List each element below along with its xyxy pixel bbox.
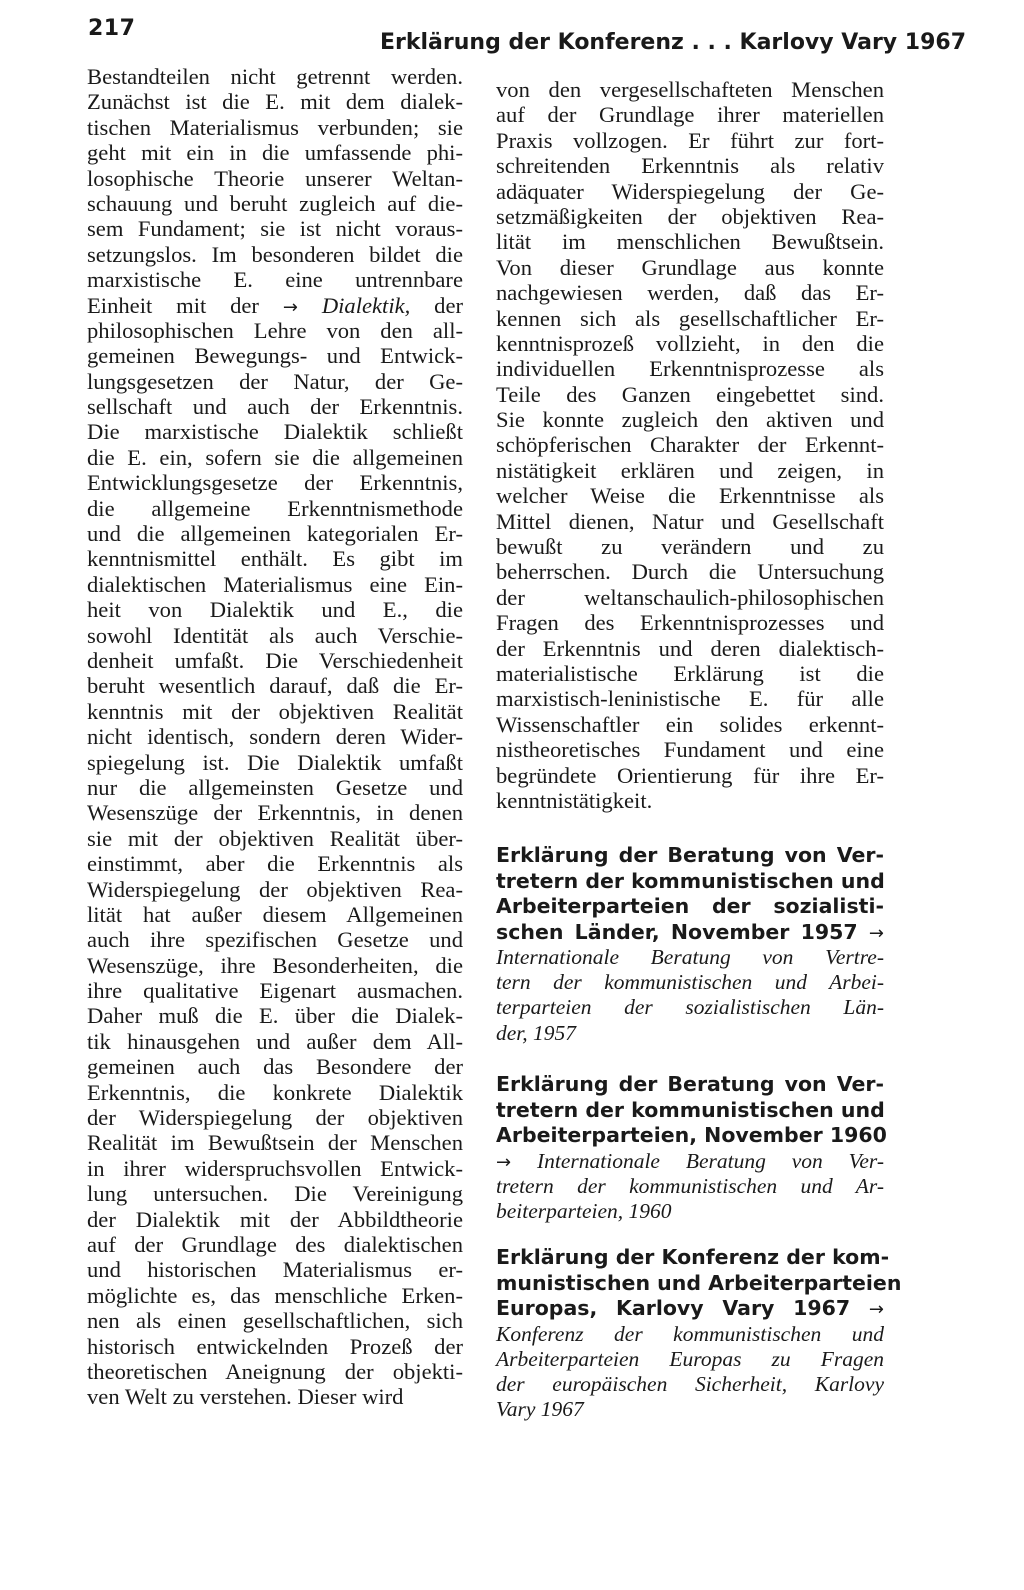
text-line: Teile des Ganzen eingebettet sind. [496,381,884,407]
crossref-line: Konferenz der kommunistischen und [496,1321,884,1346]
title-line: Arbeiterparteien der sozialisti- [496,894,884,918]
text-line: nur die allgemeinsten Gesetze und [87,774,463,800]
running-title: Erklärung der Konferenz . . . Karlovy Vary 1967 [380,30,967,55]
crossref-line: beiterparteien, 1960 [496,1198,672,1223]
text-line: adäquater Widerspiegelung der Ge- [496,178,884,204]
text-line: die allgemeine Erkenntnismethode [87,495,463,521]
text-line: denheit umfaßt. Die Verschiedenheit [87,647,463,673]
text-line: Wissenschaftler ein solides erkennt- [496,711,884,737]
text-line: schreitenden Erkenntnis als relativ [496,153,884,179]
text-line: sem Fundament; sie ist nicht voraus- [87,216,463,242]
title-line-arrow [496,920,884,946]
text-line: von den vergesellschafteten Menschen [496,77,884,102]
text-line: lung untersuchen. Die Vereinigung [87,1181,463,1207]
text-line: nicht identisch, sondern deren Wider- [87,724,463,750]
title-line-arrow [496,1296,884,1322]
title-fragment: Europas, Karlovy Vary 1967 [496,1296,851,1320]
text-line: auf der Grundlage des dialektischen [87,1231,463,1257]
text-line: Erkenntnis, die konkrete Dialektik [87,1079,463,1105]
text-line: Wesenszüge der Erkenntnis, in denen [87,800,463,826]
text-line: theoretischen Aneignung der objekti- [87,1358,463,1384]
text-line: der Widerspiegelung der objektiven [87,1105,463,1131]
crossref-link[interactable] [496,945,884,1046]
text-line: Wesenszüge, ihre Besonderheiten, die [87,952,463,978]
title-line: Erklärung der Konferenz der kom- [496,1245,890,1269]
entry-title [496,1072,887,1149]
text-line: nistheoretisches Fundament und eine [496,737,884,763]
text-line: sie mit der objektiven Realität über- [87,825,463,851]
text-line: Von dieser Grundlage aus konnte [496,254,884,280]
crossref-line: der, 1957 [496,1020,577,1045]
text-line: der weltanschaulich-philosophischen [496,584,884,610]
crossref-fragment: Internationale Beratung von Ver- [536,1148,884,1173]
text-line: marxistisch-leninistische E. für alle [496,686,884,712]
dictionary-entry-1967 [496,1245,902,1422]
title-line: tretern der kommunistischen und [496,868,885,893]
crossref-line: tretern der kommunistischen und Ar- [496,1173,884,1198]
text-line: kenntnistätigkeit. [496,787,653,813]
text-line: Bestandteilen nicht getrennt werden. [87,64,463,89]
text-line: sowohl Identität als auch Verschie- [87,622,463,648]
text-line: schauung und beruht zugleich auf die- [87,190,463,216]
text-line: lität hat außer diesem Allgemeinen [87,901,463,927]
arrow-icon: → [282,296,298,318]
crossref-link[interactable] [496,1149,884,1225]
text-line: auch ihre spezifischen Gesetze und [87,927,463,953]
text-line: spiegelung ist. Die Dialektik umfaßt [87,749,463,775]
text-line: Mittel dienen, Natur und Gesellschaft [496,508,884,534]
text-line: Sie konnte zugleich den aktiven und [496,407,884,433]
entry-title [496,1245,902,1322]
text-line: marxistische E. eine untrennbare [87,267,463,293]
title-line: Arbeiterparteien, November 1960 [496,1123,887,1147]
text-line: begründete Orientierung für ihre Er- [496,762,884,788]
text-line: setzmäßigkeiten der objektiven Rea- [496,203,884,229]
text-line-crossref [87,293,463,318]
crossref-line: terparteien der sozialistischen Län- [496,995,884,1020]
title-line: Erklärung der Beratung von Ver- [496,843,884,867]
text-line: einstimmt, aber die Erkenntnis als [87,851,463,877]
text-line: beherrschen. Durch die Untersuchung [496,559,884,585]
text-line: und die allgemeinen kategorialen Er- [87,521,463,547]
text-line: Die marxistische Dialektik schließt [87,419,463,445]
text-line: Zunächst ist die E. mit dem dialek- [87,89,463,115]
text-line: gemeinen auch das Besondere der [87,1054,463,1080]
text-line: schöpferischen Charakter der Erkennt- [496,432,884,458]
text-line: Realität im Bewußtsein der Menschen [87,1130,463,1156]
right-column [496,77,902,1422]
text-line: lität im menschlichen Bewußtsein. [496,229,884,255]
text-line: ven Welt zu verstehen. Dieser wird [87,1384,404,1410]
crossref-line: Arbeiterparteien Europas zu Fragen [496,1346,884,1371]
entry-title [496,843,884,945]
text-line: und historischen Materialismus er- [87,1257,463,1283]
text-line: kenntnis mit der objektiven Realität [87,698,463,724]
text-line: setzungslos. Im besonderen bildet die [87,241,463,267]
dictionary-entry-1957 [496,843,884,1046]
arrow-icon: → [868,922,885,944]
title-line: Erklärung der Beratung von Ver- [496,1072,884,1096]
crossref-link[interactable]: Dialektik, [321,292,411,318]
text-fragment: der [434,292,464,318]
text-line: sellschaft und auch der Erkenntnis. [87,394,463,420]
text-line: geht mit ein in die umfassende phi- [87,140,463,166]
text-fragment: Einheit mit der [87,292,259,318]
text-line: tik hinausgehen und außer dem All- [87,1028,463,1054]
title-fragment: schen Länder, November 1957 [496,919,858,944]
text-line: nistätigkeit erklären und zeigen, in [496,457,884,483]
crossref-link[interactable] [496,1322,884,1423]
body-text [496,77,884,813]
arrow-icon: → [868,1299,884,1320]
dictionary-entry-1960 [496,1072,887,1224]
text-line: welcher Weise die Erkenntnisse als [496,483,884,509]
left-column [87,64,463,1410]
text-line: kenntnismittel enthält. Es gibt im [87,546,463,572]
crossref-line: Vary 1967 [496,1397,584,1422]
text-line: möglichte es, das menschliche Erken- [87,1282,463,1308]
text-line: kennen sich als gesellschaftlicher Er- [496,305,884,331]
text-line: Daher muß die E. über die Dialek- [87,1003,463,1029]
crossref-line: tern der kommunistischen und Arbei- [496,970,884,995]
text-line: nachgewiesen werden, daß das Er- [496,280,884,306]
text-line: beruht wesentlich darauf, daß die Er- [87,673,463,699]
arrow-icon: → [496,1151,512,1173]
text-line: historisch entwickelnden Prozeß der [87,1333,463,1359]
text-line: nen als einen gesellschaftlichen, sich [87,1308,463,1334]
title-line: tretern der kommunistischen und [496,1097,885,1122]
text-line: Widerspiegelung der objektiven Rea- [87,876,463,902]
text-line: tischen Materialismus verbunden; sie [87,114,463,140]
text-line: der Erkenntnis und deren dialektisch- [496,635,884,661]
text-line: bewußt zu verändern und zu [496,534,884,560]
crossref-line-arrow [496,1149,884,1174]
text-line: materialistische Erklärung ist die [496,660,884,686]
text-line: kenntnisprozeß vollzieht, in den die [496,330,884,356]
text-line: heit von Dialektik und E., die [87,597,463,623]
crossref-line: der europäischen Sicherheit, Karlovy [496,1371,884,1396]
page-number: 217 [88,16,136,41]
title-line: munistischen und Arbeiterparteien [496,1270,902,1295]
text-line: individuellen Erkenntnisprozesse als [496,356,884,382]
text-line: gemeinen Bewegungs- und Entwick- [87,343,463,369]
text-line: Fragen des Erkenntnisprozesses und [496,610,884,636]
text-line: ihre qualitative Eigenart ausmachen. [87,978,463,1004]
text-line: dialektischen Materialismus eine Ein- [87,571,463,597]
text-line: auf der Grundlage ihrer materiellen [496,102,884,128]
text-line: Entwicklungsgesetze der Erkenntnis, [87,470,463,496]
text-line: in ihrer widerspruchsvollen Entwick- [87,1155,463,1181]
text-line: Praxis vollzogen. Er führt zur fort- [496,127,884,153]
text-line: der Dialektik mit der Abbildtheorie [87,1206,463,1232]
text-line: philosophischen Lehre von den all- [87,317,463,343]
text-line: die E. ein, sofern sie die allgemeinen [87,444,463,470]
text-line: losophische Theorie unserer Weltan- [87,165,463,191]
text-line: lungsgesetzen der Natur, der Ge- [87,368,463,394]
crossref-line: Internationale Beratung von Vertre- [496,945,884,969]
